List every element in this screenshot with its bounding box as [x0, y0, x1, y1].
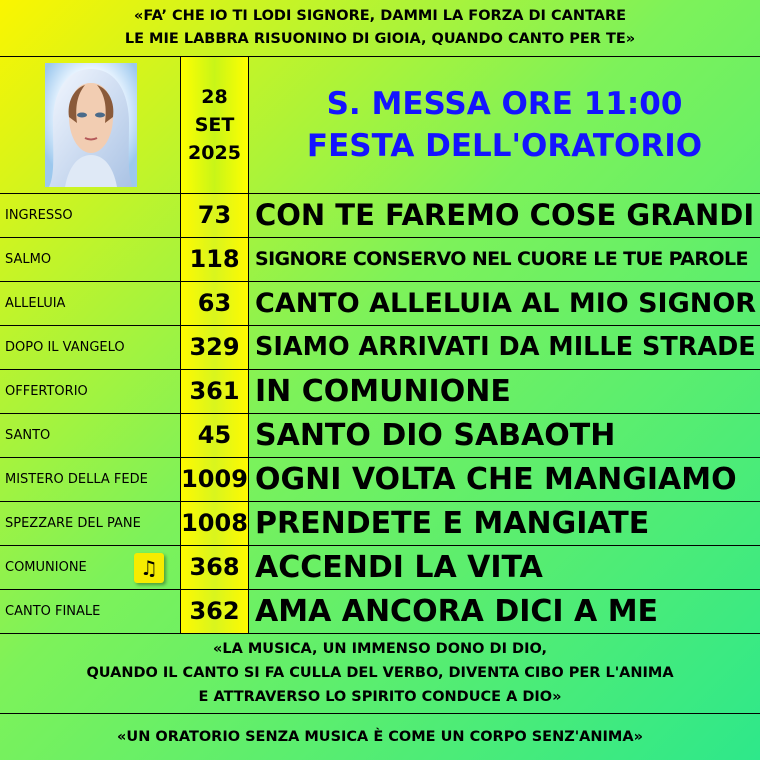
- row-divider: [0, 545, 760, 546]
- row-song-title: CON TE FAREMO COSE GRANDI: [255, 198, 755, 232]
- divider: [248, 56, 249, 633]
- row-label: INGRESSO: [5, 207, 73, 223]
- row-divider: [0, 369, 760, 370]
- row-number: 45: [197, 421, 232, 449]
- row-divider: [0, 281, 760, 282]
- row-number: 1008: [181, 509, 248, 537]
- header-quote-line2: LE MIE LABBRA RISUONINO DI GIOIA, QUANDO CANTO PER TE»: [124, 31, 636, 47]
- row-divider: [0, 325, 760, 326]
- row-song-title: AMA ANCORA DICI A ME: [255, 593, 659, 629]
- row-label: MISTERO DELLA FEDE: [5, 471, 148, 487]
- row-divider: [0, 457, 760, 458]
- date-year: 2025: [188, 142, 241, 164]
- row-number: 329: [189, 333, 240, 361]
- row-label: SALMO: [5, 251, 52, 267]
- row-divider: [0, 589, 760, 590]
- row-number: 118: [189, 245, 240, 273]
- footer-quote: [0, 633, 760, 713]
- header-quote: [0, 0, 760, 56]
- row-number: 362: [189, 597, 240, 625]
- row-divider: [0, 237, 760, 238]
- header-quote-line1: «FA’ CHE IO TI LODI SIGNORE, DAMMI LA FORZA DI CANTARE: [133, 8, 627, 24]
- row-label: ALLELUIA: [5, 295, 66, 311]
- divider: [0, 56, 760, 57]
- mass-date: [181, 57, 248, 193]
- divider: [0, 713, 760, 714]
- row-song-title: SIGNORE CONSERVO NEL CUORE LE TUE PAROLE: [255, 248, 748, 270]
- row-song-title: OGNI VOLTA CHE MANGIAMO: [255, 461, 737, 497]
- mass-title: [249, 57, 760, 193]
- row-song-title: CANTO ALLELUIA AL MIO SIGNOR: [255, 287, 757, 319]
- row-number: 361: [189, 377, 240, 405]
- footer-quote-line3: E ATTRAVERSO LO SPIRITO CONDUCE A DIO»: [198, 689, 562, 705]
- row-number: 1009: [181, 465, 248, 493]
- title-line2: FESTA DELL'ORATORIO: [306, 128, 703, 164]
- row-song-title: PRENDETE E MANGIATE: [255, 505, 650, 541]
- row-divider: [0, 413, 760, 414]
- row-song-title: ACCENDI LA VITA: [255, 549, 543, 585]
- music-note-icon: ♫: [134, 553, 164, 583]
- divider: [0, 633, 760, 634]
- row-song-title: IN COMUNIONE: [255, 373, 511, 409]
- row-song-title: SIAMO ARRIVATI DA MILLE STRADE: [255, 332, 756, 362]
- row-label: DOPO IL VANGELO: [5, 339, 125, 355]
- footer-quote-line1: «LA MUSICA, UN IMMENSO DONO DI DIO,: [213, 641, 547, 657]
- row-song-title: SANTO DIO SABAOTH: [255, 417, 616, 453]
- closing-quote: «UN ORATORIO SENZA MUSICA È COME UN CORPO SENZ'ANIMA»: [117, 729, 643, 745]
- row-number: 63: [197, 289, 232, 317]
- row-label: CANTO FINALE: [5, 603, 101, 619]
- footer-quote-line2: QUANDO IL CANTO SI FA CULLA DEL VERBO, DIVENTA CIBO PER L'ANIMA: [86, 665, 674, 681]
- madonna-portrait: [0, 57, 181, 193]
- title-line1: S. MESSA ORE 11:00: [326, 86, 683, 122]
- row-label: SPEZZARE DEL PANE: [5, 515, 141, 531]
- divider: [0, 193, 760, 194]
- date-day: 28: [201, 86, 228, 108]
- divider: [180, 56, 181, 633]
- date-month: SET: [194, 114, 235, 136]
- row-number: 368: [189, 553, 240, 581]
- row-label: COMUNIONE: [5, 559, 87, 575]
- row-number: 73: [197, 201, 232, 229]
- row-label: OFFERTORIO: [5, 383, 88, 399]
- madonna-portrait-image: [45, 63, 137, 187]
- row-divider: [0, 501, 760, 502]
- row-label: SANTO: [5, 427, 51, 443]
